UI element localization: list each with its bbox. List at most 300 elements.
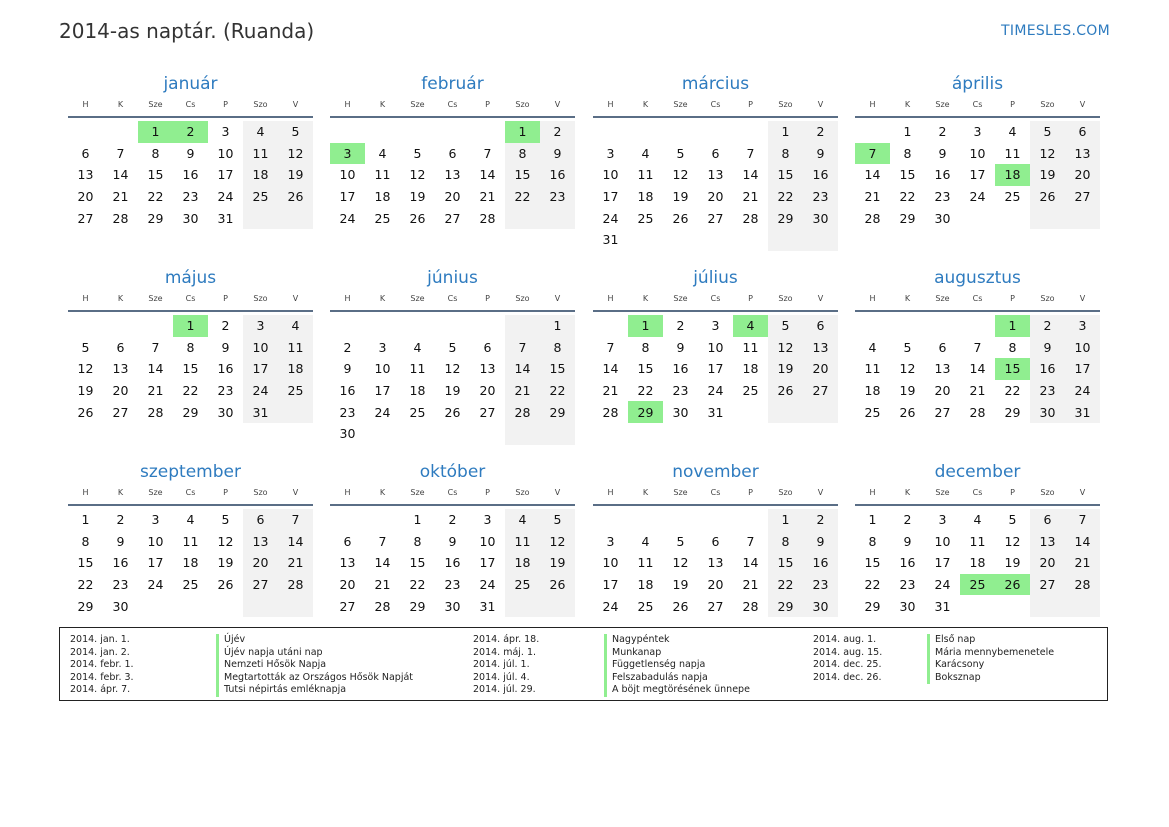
calendar-day: 8	[641, 339, 650, 355]
calendar-day: 3	[606, 145, 615, 161]
month-name: november	[672, 462, 759, 482]
empty-day	[68, 121, 103, 143]
weekday-label: Szo	[253, 488, 268, 497]
empty-day	[628, 229, 663, 251]
calendar-day: 17	[707, 361, 724, 377]
empty-day	[435, 423, 470, 445]
calendar-day: 19	[217, 555, 234, 571]
calendar-day: 6	[116, 339, 125, 355]
calendar-day: 25	[637, 210, 654, 226]
calendar-day: 9	[1030, 337, 1065, 359]
calendar-day: 4	[278, 315, 313, 337]
weekday-label: H	[869, 488, 876, 497]
calendar-day: 21	[374, 577, 391, 593]
weekday-label: V	[292, 100, 299, 109]
empty-day	[365, 315, 400, 337]
empty-day	[138, 595, 173, 617]
weekday-label: Szo	[778, 294, 793, 303]
calendar-day: 28	[479, 210, 496, 226]
calendar-day: 14	[742, 555, 759, 571]
calendar-day: 20	[444, 189, 461, 205]
holiday-entry	[473, 646, 662, 660]
empty-day	[1030, 207, 1065, 229]
month-block	[68, 458, 313, 617]
calendar-day: 30	[1030, 401, 1065, 423]
holiday-name: Nemzeti Hősök Napja	[216, 659, 326, 672]
calendar-day: 12	[672, 167, 689, 183]
calendar-day: 5	[540, 509, 575, 531]
calendar-day: 20	[803, 358, 838, 380]
calendar-day: 13	[112, 361, 129, 377]
calendar-day: 18	[864, 383, 881, 399]
calendar-day: 10	[339, 167, 356, 183]
calendar-day: 29	[899, 210, 916, 226]
calendar-day: 7	[483, 145, 492, 161]
calendar-day: 17	[243, 358, 278, 380]
weekday-label: H	[344, 294, 351, 303]
weekday-label: K	[117, 294, 124, 303]
empty-day	[435, 121, 470, 143]
holiday-day: 15	[995, 358, 1030, 380]
calendar-day: 16	[934, 167, 951, 183]
empty-day	[505, 207, 540, 229]
calendar-day: 7	[278, 509, 313, 531]
weekday-label: Cs	[710, 294, 721, 303]
weekday-label: V	[1079, 488, 1086, 497]
calendar-day: 27	[707, 598, 724, 614]
weekday-label: Sze	[148, 294, 163, 303]
calendar-day: 5	[413, 145, 422, 161]
holiday-date: 2014. júl. 1.	[473, 659, 530, 670]
holiday-entry	[473, 634, 670, 647]
calendar-day: 22	[409, 577, 426, 593]
calendar-day: 17	[339, 189, 356, 205]
empty-day	[103, 315, 138, 337]
holiday-name: Függetlenség napja	[604, 659, 705, 672]
calendar-day: 23	[934, 189, 951, 205]
holiday-day: 1	[138, 121, 173, 143]
weekday-label: Szo	[1040, 100, 1055, 109]
empty-day	[400, 423, 435, 445]
calendar-day: 14	[278, 531, 313, 553]
weekday-label: P	[1010, 294, 1015, 303]
holiday-entry	[813, 659, 985, 672]
weekday-label: K	[117, 488, 124, 497]
empty-day	[208, 595, 243, 617]
holiday-day: 2	[173, 121, 208, 143]
weekday-header	[593, 486, 838, 506]
days-grid	[855, 315, 1100, 423]
calendar-day: 11	[637, 555, 654, 571]
weekday-label: Sze	[410, 100, 425, 109]
holiday-entry	[70, 634, 246, 647]
calendar-day: 29	[864, 598, 881, 614]
calendar-day: 9	[803, 531, 838, 553]
page-title: 2014-as naptár. (Ruanda)	[59, 19, 315, 43]
calendar-day: 21	[112, 189, 129, 205]
calendar-day: 16	[1030, 358, 1065, 380]
calendar-day: 25	[182, 577, 199, 593]
weekday-label: K	[904, 488, 911, 497]
weekday-label: P	[223, 294, 228, 303]
calendar-day: 5	[676, 145, 685, 161]
calendar-day: 2	[938, 124, 947, 140]
empty-day	[278, 595, 313, 617]
weekday-label: H	[607, 488, 614, 497]
calendar-day: 3	[1065, 315, 1100, 337]
holiday-entry	[70, 671, 414, 685]
calendar-day: 30	[899, 598, 916, 614]
calendar-day: 25	[243, 186, 278, 208]
calendar-day: 9	[938, 145, 947, 161]
empty-day	[663, 509, 698, 531]
empty-day	[1065, 595, 1100, 617]
calendar-day: 22	[182, 383, 199, 399]
calendar-day: 31	[217, 210, 234, 226]
calendar-day: 16	[672, 361, 689, 377]
holiday-day: 1	[628, 315, 663, 337]
calendar-day: 21	[969, 383, 986, 399]
holiday-entry	[473, 659, 706, 672]
calendar-day: 23	[444, 577, 461, 593]
calendar-day: 29	[1004, 404, 1021, 420]
weekday-label: Szo	[515, 100, 530, 109]
calendar-day: 17	[147, 555, 164, 571]
calendar-day: 17	[374, 383, 391, 399]
calendar-day: 26	[278, 186, 313, 208]
empty-day	[243, 595, 278, 617]
calendar-day: 30	[444, 598, 461, 614]
month-name: szeptember	[140, 462, 241, 482]
weekday-label: Szo	[1040, 488, 1055, 497]
empty-day	[960, 595, 995, 617]
empty-day	[68, 315, 103, 337]
calendar-day: 27	[112, 404, 129, 420]
weekday-label: Cs	[972, 294, 983, 303]
calendar-day: 18	[278, 358, 313, 380]
month-block	[593, 70, 838, 251]
calendar-day: 30	[672, 404, 689, 420]
calendar-day: 29	[77, 598, 94, 614]
calendar-day: 7	[116, 145, 125, 161]
weekday-header	[68, 98, 313, 118]
weekday-label: Sze	[148, 488, 163, 497]
holiday-date: 2014. júl. 29.	[473, 684, 536, 695]
calendar-day: 10	[1065, 337, 1100, 359]
weekday-label: Cs	[185, 294, 196, 303]
holiday-name: Boksznap	[927, 672, 981, 685]
calendar-day: 2	[803, 509, 838, 531]
weekday-label: H	[344, 488, 351, 497]
weekday-label: P	[485, 294, 490, 303]
weekday-header	[68, 292, 313, 312]
calendar-day: 19	[768, 358, 803, 380]
calendar-day: 9	[186, 145, 195, 161]
holiday-name: Karácsony	[927, 659, 984, 672]
calendar-day: 10	[243, 337, 278, 359]
calendar-day: 15	[864, 555, 881, 571]
calendar-day: 23	[803, 574, 838, 596]
holiday-name: Újév	[216, 634, 245, 647]
month-block	[855, 70, 1100, 229]
weekday-label: K	[642, 100, 649, 109]
calendar-day: 28	[969, 404, 986, 420]
month-block	[855, 458, 1100, 617]
empty-day	[330, 121, 365, 143]
calendar-day: 2	[221, 318, 230, 334]
calendar-day: 15	[147, 167, 164, 183]
calendar-day: 8	[505, 143, 540, 165]
calendar-day: 10	[374, 361, 391, 377]
empty-day	[733, 229, 768, 251]
weekday-header	[330, 292, 575, 312]
holiday-date: 2014. aug. 15.	[813, 646, 883, 658]
calendar-day: 20	[707, 577, 724, 593]
calendar-day: 27	[1030, 574, 1065, 596]
calendar-day: 12	[1004, 533, 1021, 549]
calendar-day: 16	[339, 383, 356, 399]
calendar-day: 10	[479, 533, 496, 549]
calendar-day: 29	[540, 401, 575, 423]
calendar-day: 19	[899, 383, 916, 399]
holiday-list	[59, 627, 1108, 701]
holiday-day: 3	[330, 143, 365, 165]
holiday-entry	[473, 684, 750, 697]
calendar-day: 27	[934, 404, 951, 420]
weekday-label: Szo	[515, 488, 530, 497]
weekday-label: Cs	[710, 488, 721, 497]
calendar-day: 5	[1008, 512, 1017, 528]
weekday-label: H	[869, 294, 876, 303]
days-grid	[593, 509, 838, 617]
month-block	[593, 458, 838, 617]
calendar-day: 7	[746, 145, 755, 161]
calendar-day: 6	[711, 145, 720, 161]
holiday-name: A böjt megtörésének ünnepe	[604, 684, 750, 697]
calendar-day: 26	[768, 380, 803, 402]
empty-day	[663, 121, 698, 143]
calendar-day: 6	[938, 339, 947, 355]
empty-day	[435, 315, 470, 337]
calendar-day: 9	[803, 143, 838, 165]
days-grid	[68, 315, 313, 423]
calendar-day: 28	[1065, 574, 1100, 596]
holiday-name: Mária mennybemenetele	[927, 647, 1054, 660]
empty-day	[768, 229, 803, 251]
month-block	[68, 264, 313, 423]
calendar-day: 28	[147, 404, 164, 420]
calendar-day: 8	[151, 145, 160, 161]
calendar-day: 28	[742, 598, 759, 614]
calendar-day: 17	[479, 555, 496, 571]
calendar-day: 18	[637, 577, 654, 593]
empty-day	[470, 315, 505, 337]
calendar-day: 4	[641, 145, 650, 161]
weekday-label: K	[117, 100, 124, 109]
calendar-day: 28	[112, 210, 129, 226]
weekday-label: Sze	[935, 488, 950, 497]
calendar-day: 8	[81, 533, 90, 549]
weekday-label: V	[292, 294, 299, 303]
weekday-label: Sze	[410, 294, 425, 303]
empty-day	[855, 121, 890, 143]
days-grid	[330, 121, 575, 229]
calendar-day: 19	[1004, 555, 1021, 571]
calendar-day: 1	[903, 124, 912, 140]
calendar-day: 5	[1030, 121, 1065, 143]
weekday-label: Sze	[673, 294, 688, 303]
calendar-day: 26	[540, 574, 575, 596]
days-grid	[330, 509, 575, 617]
calendar-day: 20	[339, 577, 356, 593]
weekday-header	[855, 292, 1100, 312]
calendar-day: 28	[278, 574, 313, 596]
calendar-day: 19	[409, 189, 426, 205]
calendar-day: 21	[278, 552, 313, 574]
holiday-column	[70, 634, 414, 697]
empty-day	[400, 121, 435, 143]
weekday-label: Cs	[447, 488, 458, 497]
calendar-day: 8	[413, 533, 422, 549]
calendar-day: 1	[768, 121, 803, 143]
calendar-day: 16	[540, 164, 575, 186]
month-name: október	[419, 462, 486, 482]
calendar-day: 2	[803, 121, 838, 143]
calendar-day: 4	[1008, 124, 1017, 140]
calendar-day: 18	[637, 189, 654, 205]
calendar-day: 7	[973, 339, 982, 355]
calendar-day: 24	[1065, 380, 1100, 402]
calendar-day: 2	[903, 512, 912, 528]
calendar-day: 12	[540, 531, 575, 553]
calendar-day: 31	[934, 598, 951, 614]
empty-day	[698, 229, 733, 251]
calendar-day: 14	[602, 361, 619, 377]
calendar-day: 10	[707, 339, 724, 355]
calendar-day: 15	[540, 358, 575, 380]
weekday-label: P	[748, 488, 753, 497]
empty-day	[243, 207, 278, 229]
calendar-day: 4	[973, 512, 982, 528]
month-block	[855, 264, 1100, 423]
calendar-day: 12	[1030, 143, 1065, 165]
calendar-day: 8	[540, 337, 575, 359]
calendar-day: 7	[378, 533, 387, 549]
holiday-date: 2014. jan. 1.	[70, 634, 130, 645]
calendar-day: 30	[112, 598, 129, 614]
calendar-day: 15	[768, 552, 803, 574]
calendar-day: 1	[768, 509, 803, 531]
holiday-day: 18	[995, 164, 1030, 186]
calendar-day: 24	[479, 577, 496, 593]
days-grid	[593, 315, 838, 423]
calendar-day: 18	[409, 383, 426, 399]
calendar-day: 31	[479, 598, 496, 614]
holiday-date: 2014. aug. 1.	[813, 634, 877, 645]
empty-day	[855, 315, 890, 337]
weekday-label: Szo	[515, 294, 530, 303]
weekday-header	[330, 98, 575, 118]
calendar-day: 24	[969, 189, 986, 205]
holiday-day: 29	[628, 401, 663, 423]
calendar-day: 11	[374, 167, 391, 183]
calendar-day: 9	[540, 143, 575, 165]
empty-day	[995, 207, 1030, 229]
calendar-day: 2	[343, 339, 352, 355]
calendar-day: 6	[448, 145, 457, 161]
weekday-label: P	[1010, 100, 1015, 109]
holiday-entry	[70, 646, 323, 660]
calendar-day: 5	[448, 339, 457, 355]
calendar-day: 23	[899, 577, 916, 593]
calendar-day: 19	[444, 383, 461, 399]
calendar-day: 6	[1065, 121, 1100, 143]
calendar-day: 25	[742, 383, 759, 399]
calendar-day: 5	[221, 512, 230, 528]
calendar-day: 18	[374, 189, 391, 205]
calendar-day: 16	[112, 555, 129, 571]
calendar-day: 6	[81, 145, 90, 161]
calendar-day: 26	[444, 404, 461, 420]
calendar-day: 7	[746, 533, 755, 549]
calendar-day: 11	[1004, 145, 1021, 161]
holiday-day: 26	[995, 574, 1030, 596]
calendar-day: 18	[742, 361, 759, 377]
calendar-day: 13	[339, 555, 356, 571]
weekday-label: Cs	[185, 100, 196, 109]
calendar-day: 12	[77, 361, 94, 377]
weekday-label: K	[379, 294, 386, 303]
calendar-day: 23	[540, 186, 575, 208]
weekday-label: V	[292, 488, 299, 497]
calendar-day: 10	[934, 533, 951, 549]
calendar-day: 11	[409, 361, 426, 377]
empty-day	[663, 229, 698, 251]
calendar-day: 10	[602, 167, 619, 183]
calendar-day: 21	[742, 189, 759, 205]
empty-day	[470, 423, 505, 445]
calendar-day: 14	[505, 358, 540, 380]
weekday-label: Sze	[410, 488, 425, 497]
calendar-day: 22	[637, 383, 654, 399]
calendar-day: 8	[1008, 339, 1017, 355]
calendar-day: 25	[374, 210, 391, 226]
weekday-header	[330, 486, 575, 506]
weekday-label: K	[642, 294, 649, 303]
empty-day	[803, 229, 838, 251]
calendar-day: 10	[147, 533, 164, 549]
weekday-label: Sze	[935, 294, 950, 303]
calendar-day: 7	[606, 339, 615, 355]
month-name: január	[163, 74, 218, 94]
weekday-label: P	[223, 100, 228, 109]
empty-day	[540, 423, 575, 445]
empty-day	[593, 315, 628, 337]
calendar-day: 23	[112, 577, 129, 593]
calendar-day: 19	[1030, 164, 1065, 186]
site-link[interactable]: TIMESLES.COM	[1001, 23, 1110, 39]
calendar-day: 26	[409, 210, 426, 226]
calendar-day: 28	[374, 598, 391, 614]
calendar-day: 13	[707, 167, 724, 183]
calendar-day: 31	[243, 401, 278, 423]
calendar-day: 3	[973, 124, 982, 140]
calendar-day: 29	[147, 210, 164, 226]
weekday-label: H	[82, 100, 89, 109]
calendar-day: 21	[1065, 552, 1100, 574]
holiday-day: 1	[995, 315, 1030, 337]
empty-day	[103, 121, 138, 143]
